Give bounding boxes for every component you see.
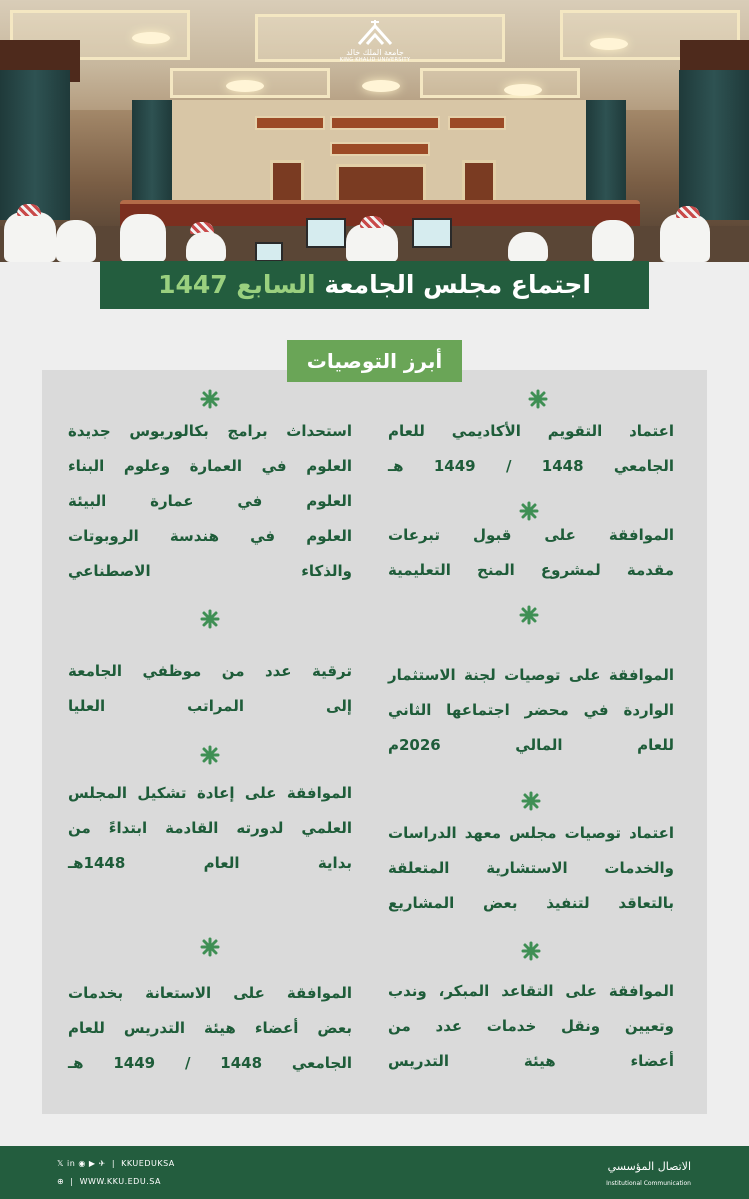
curtain-right [679,70,749,220]
item-line: للعام المالي 2026م [388,736,674,754]
recommendation-item [388,816,674,921]
footer [0,1146,749,1199]
recommendation-item [388,974,674,1079]
item-line: بالتعاقد لتنفيذ بعض المشاريع [388,894,674,912]
item-line: أعضاء هيئة التدريس [388,1052,674,1070]
divider: | [108,1159,119,1168]
curtain-right-inner [586,100,626,210]
item-line: بعض أعضاء هيئة التدريس للعام [68,1019,352,1037]
recommendation-item [388,518,674,588]
item-line: العلوم في عمارة البيئة [68,492,352,510]
wall-door [462,160,496,204]
logo-english-text: KING KHALID UNIVERSITY [339,57,411,63]
attendee [592,220,634,262]
header-photo [0,0,749,262]
social-links[interactable] [57,1158,175,1170]
recommendation-item [68,654,352,724]
item-line: اعتماد توصيات مجلس معهد الدراسات [388,824,674,842]
attendee [186,232,226,262]
recommendation-item [388,658,674,763]
title-year: 1447 [158,270,228,299]
wall-door [336,164,426,204]
attendee [56,220,96,262]
wall-ornament [448,116,506,130]
ceiling-lamp [590,38,628,50]
curtain-left [0,70,70,220]
attendee [508,232,548,262]
ceiling-lamp [226,80,264,92]
title-accent: السابع [236,270,316,299]
item-line: والذكاء الاصطناعي [68,562,352,580]
palm-star-icon [199,388,221,410]
recommendation-item [388,414,674,484]
attendee [120,214,166,262]
item-line: العلوم في هندسة الروبوتات [68,527,352,545]
monitor [306,218,346,248]
item-line: العلوم في العمارة وعلوم البناء [68,457,352,475]
website-link[interactable] [57,1176,161,1188]
attendee [4,212,56,262]
item-line: الجامعي 1448 / 1449 هـ [388,457,674,475]
divider: | [67,1177,77,1186]
item-line: الموافقة على قبول تبرعات [388,526,674,544]
palm-star-icon [199,744,221,766]
curtain-left-inner [132,100,172,210]
laptop [255,242,283,262]
attendee [660,214,710,262]
item-line: ترقية عدد من موظفي الجامعة [68,662,352,680]
item-line: العلمي لدورته القادمة ابتداءً من [68,819,352,837]
wall-ornament [255,116,325,130]
wall-ornament [330,116,440,130]
wall-ornament [330,142,430,156]
item-line: بداية العام 1448هـ [68,854,352,872]
university-logo [330,18,420,76]
recommendation-item [68,776,352,881]
attendee [346,224,398,262]
attendee-headwear [17,204,41,216]
department-english: Institutional Communication [606,1180,691,1187]
wall-door [270,160,304,204]
item-line: والخدمات الاستشارية المتعلقة [388,859,674,877]
item-line: الموافقة على التقاعد المبكر، وندب [388,982,674,1000]
website-url[interactable]: WWW.KKU.EDU.SA [79,1177,161,1186]
title-main: اجتماع مجلس الجامعة [324,270,591,299]
item-line: وتعيين ونقل خدمات عدد من [388,1017,674,1035]
item-line: مقدمة لمشروع المنح التعليمية [388,561,674,579]
ceiling-lamp [504,84,542,96]
logo-arabic-text: جامعة الملك خالد [346,48,404,57]
item-line: الموافقة على توصيات لجنة الاستثمار [388,666,674,684]
ceiling-panel [420,68,580,98]
social-handle[interactable]: KKUEDUKSA [121,1159,175,1168]
monitor [412,218,452,248]
logo-mark-icon [353,18,397,48]
section-tab: أبرز التوصيات [287,340,462,382]
palm-star-icon [527,388,549,410]
page-title [100,261,649,309]
ceiling-lamp [132,32,170,44]
item-line: إلى المراتب العليا [68,697,352,715]
item-line: الموافقة على إعادة تشكيل المجلس [68,784,352,802]
attendee-headwear [360,216,384,228]
ceiling-lamp [362,80,400,92]
recommendation-item [68,976,352,1081]
palm-star-icon [199,608,221,630]
palm-star-icon [520,940,542,962]
department-arabic: الاتصال المؤسسي [607,1160,691,1173]
item-line: الموافقة على الاستعانة بخدمات [68,984,352,1002]
palm-star-icon [520,790,542,812]
palm-star-icon [518,604,540,626]
item-line: الجامعي 1448 / 1449 هـ [68,1054,352,1072]
social-icons[interactable]: 𝕏 in ◉ ▶ ✈ [57,1159,106,1168]
palm-star-icon [199,936,221,958]
item-line: استحداث برامج بكالوريوس جديدة [68,422,352,440]
item-line: الواردة في محضر اجتماعها الثاني [388,701,674,719]
attendee-headwear [676,206,700,218]
recommendation-item [68,414,352,589]
globe-icon: ⊕ [57,1177,65,1186]
item-line: اعتماد التقويم الأكاديمي للعام [388,422,674,440]
